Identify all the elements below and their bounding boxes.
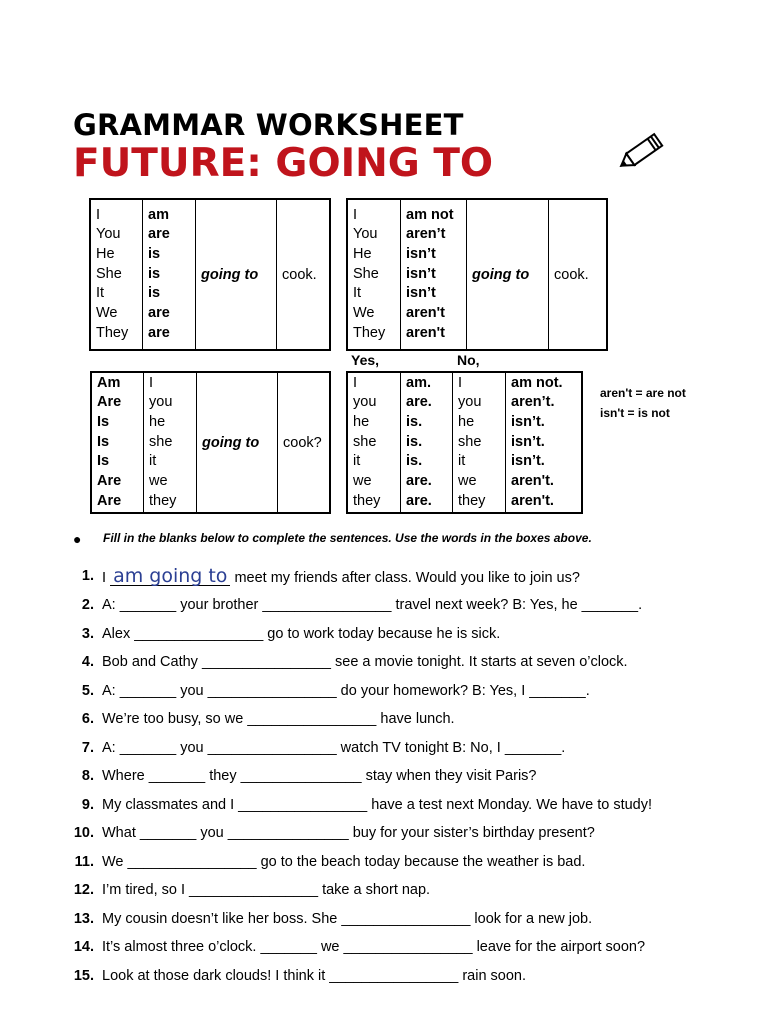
contraction-note: aren't = are not <box>600 386 686 400</box>
yes-verbs <box>401 372 453 513</box>
bullet-icon: ● <box>73 531 82 547</box>
be-verb: isn’t <box>406 285 436 302</box>
example-answer: am going to <box>110 568 230 586</box>
going-to-cell: going to <box>467 199 549 350</box>
affirmative-pronouns <box>90 199 143 350</box>
pronoun: he <box>149 413 166 430</box>
short-answer-verb: isn’t. <box>511 413 545 430</box>
be-verb: is <box>148 245 161 262</box>
exercise-number: 4. <box>81 654 94 670</box>
exercise-number: 10. <box>73 825 94 841</box>
exercise-sentence: Bob and Cathy ________________ see a movie tonight. It starts at seven o’clock. <box>102 654 628 670</box>
pronoun: I <box>96 206 101 223</box>
main-verb-cell: cook. <box>277 199 331 350</box>
short-answer-verb: am not. <box>511 374 563 391</box>
exercise-sentence: We’re too busy, so we ________________ have lunch. <box>102 711 455 727</box>
be-verb: am not <box>406 206 454 223</box>
short-answer-verb: are. <box>406 394 432 411</box>
exercise-number: 2. <box>81 597 94 613</box>
pronoun: He <box>353 245 372 262</box>
question-pronouns <box>144 372 197 513</box>
instructions: Fill in the blanks below to complete the sentences. Use the words in the boxes above. <box>103 531 592 545</box>
exercise-sentence: We ________________ go to the beach today because the weather is bad. <box>102 854 586 870</box>
main-verb-cell: cook. <box>549 199 608 350</box>
be-verb: am <box>148 206 169 223</box>
short-answer-verb: are. <box>406 492 432 509</box>
pronoun: you <box>353 394 377 411</box>
exercise-sentence <box>102 565 580 587</box>
pronoun: I <box>353 206 358 223</box>
be-verb: aren't <box>406 324 445 341</box>
be-verb: isn’t <box>406 265 436 282</box>
exercise-number: 9. <box>81 797 94 813</box>
pronoun: she <box>149 433 173 450</box>
exercise-number: 7. <box>81 740 94 756</box>
exercise-number: 3. <box>81 626 94 642</box>
going-to-cell: going to <box>197 372 278 513</box>
pronoun: It <box>96 285 105 302</box>
be-verb: Is <box>97 453 110 470</box>
pronoun: we <box>149 473 168 490</box>
short-answer-verb: is. <box>406 413 423 430</box>
pronoun: they <box>353 492 381 509</box>
pronoun: he <box>353 413 370 430</box>
pronoun: They <box>353 324 386 341</box>
pronoun: we <box>353 473 372 490</box>
question-be-verbs <box>91 372 144 513</box>
pronoun: he <box>458 413 475 430</box>
negative-be-verbs <box>401 199 467 350</box>
pronoun: I <box>149 374 154 391</box>
going-to-cell: going to <box>196 199 277 350</box>
exercise-sentence: Alex ________________ go to work today because he is sick. <box>102 626 501 642</box>
negative-pronouns <box>347 199 401 350</box>
sentence-start: I <box>102 570 107 586</box>
be-verb: isn’t <box>406 245 436 262</box>
short-answer-verb: is. <box>406 453 423 470</box>
be-verb: Are <box>97 473 122 490</box>
be-verb: Is <box>97 413 110 430</box>
be-verb: are <box>148 324 170 341</box>
pronoun: It <box>353 285 362 302</box>
pronoun: they <box>458 492 486 509</box>
exercise-sentence: Where _______ they _______________ stay when they visit Paris? <box>102 768 537 784</box>
pronoun: You <box>353 226 378 243</box>
pronoun: it <box>353 453 361 470</box>
be-verb: is <box>148 265 161 282</box>
exercise-sentence: My cousin doesn’t like her boss. She ________________ look for a new job. <box>102 911 593 927</box>
yes-label: Yes, <box>351 352 380 368</box>
exercise-sentence: What _______ you _______________ buy for your sister’s birthday present? <box>102 825 595 841</box>
be-verb: aren't <box>406 305 445 322</box>
be-verb: Are <box>97 394 122 411</box>
no-pronouns <box>453 372 506 513</box>
exercise-number: 11. <box>74 854 94 870</box>
worksheet-heading: GRAMMAR WORKSHEET <box>73 108 464 142</box>
pronoun: They <box>96 324 129 341</box>
pronoun: they <box>149 492 177 509</box>
exercise-sentence: My classmates and I ________________ have a test next Monday. We have to study! <box>102 797 653 813</box>
pronoun: She <box>96 265 122 282</box>
exercise-number: 5. <box>81 683 94 699</box>
pronoun: you <box>149 394 173 411</box>
pronoun: it <box>458 453 466 470</box>
pronoun: He <box>96 245 115 262</box>
pronoun: I <box>353 374 358 391</box>
exercise-sentence: A: _______ your brother ________________ travel next week? B: Yes, he _______. <box>102 597 643 613</box>
pronoun: You <box>96 226 121 243</box>
short-answer-verb: aren't. <box>511 473 554 490</box>
worksheet-topic-title: FUTURE: GOING TO <box>73 141 494 186</box>
short-answer-verb: are. <box>406 473 432 490</box>
exercise-number: 1. <box>81 568 94 584</box>
short-answer-verb: isn’t. <box>511 453 545 470</box>
pronoun: We <box>353 305 375 322</box>
be-verb: Are <box>97 492 122 509</box>
pronoun: I <box>458 374 463 391</box>
exercise-number: 13. <box>73 911 94 927</box>
pronoun: you <box>458 394 482 411</box>
short-answer-verb: aren't. <box>511 492 554 509</box>
exercise-sentence: A: _______ you ________________ do your homework? B: Yes, I _______. <box>102 683 590 699</box>
be-verb: are <box>148 305 170 322</box>
no-label: No, <box>457 352 480 368</box>
negative-table <box>346 198 608 351</box>
pencil-icon <box>614 126 674 176</box>
be-verb: Is <box>97 433 110 450</box>
pronoun: she <box>353 433 377 450</box>
short-answer-verb: am. <box>406 374 431 391</box>
short-answers-table <box>346 371 583 514</box>
exercise-number: 8. <box>81 768 94 784</box>
pronoun: we <box>458 473 477 490</box>
exercise-sentence: I’m tired, so I ________________ take a short nap. <box>102 882 431 898</box>
exercise-sentence: A: _______ you ________________ watch TV tonight B: No, I _______. <box>102 740 566 756</box>
exercise-number: 12. <box>73 882 94 898</box>
no-verbs <box>506 372 583 513</box>
be-verb: are <box>148 226 170 243</box>
short-answer-verb: is. <box>406 433 423 450</box>
short-answer-verb: isn’t. <box>511 433 545 450</box>
sentence-end: meet my friends after class. Would you like to join us? <box>234 570 580 586</box>
pronoun: She <box>353 265 379 282</box>
yes-pronouns <box>347 372 401 513</box>
pronoun: it <box>149 453 157 470</box>
pronoun: We <box>96 305 118 322</box>
exercise-number: 15. <box>73 968 94 984</box>
affirmative-table <box>89 198 331 351</box>
be-verb: is <box>148 285 161 302</box>
short-answer-verb: aren’t. <box>511 394 555 411</box>
main-verb-cell: cook? <box>278 372 331 513</box>
contraction-note: isn't = is not <box>600 406 670 420</box>
exercise-number: 14. <box>73 939 94 955</box>
exercise-sentence: Look at those dark clouds! I think it ________________ rain soon. <box>102 968 527 984</box>
affirmative-be-verbs <box>143 199 196 350</box>
be-verb: Am <box>97 374 121 391</box>
be-verb: aren’t <box>406 226 446 243</box>
exercise-sentence: It’s almost three o’clock. _______ we ________________ leave for the airport soon? <box>102 939 646 955</box>
exercise-number: 6. <box>81 711 94 727</box>
question-table <box>90 371 331 514</box>
pronoun: she <box>458 433 482 450</box>
